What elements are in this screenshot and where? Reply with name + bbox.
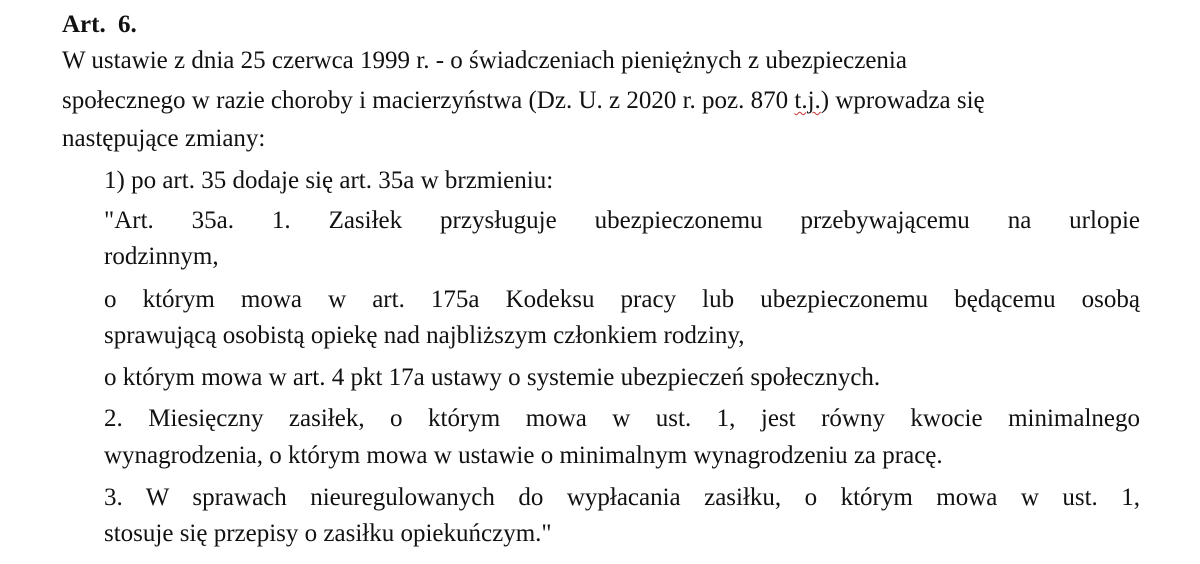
intro-line-2-start: społecznego w razie choroby i macierzyństwa (Dz. U. z 2020 r. poz. 870 — [62, 87, 795, 114]
art35a-ust1-line-2: rodzinnym, — [104, 243, 219, 270]
art35a-ust1-line-5: o którym mowa w art. 4 pkt 17a ustawy o systemie ubezpieczeń społecznych. — [104, 364, 881, 391]
art35a-ust1-line-3: o którym mowa w art. 175a Kodeksu pracy lub ubezpieczonemu będącemu osobą — [104, 286, 1140, 313]
intro-line-2-end: ) wprowadza się — [820, 87, 985, 114]
intro-line-3: następujące zmiany: — [62, 125, 266, 152]
article-heading: Art. 6. — [62, 11, 137, 38]
art35a-ust2-line-2: wynagrodzenia, o którym mowa w ustawie o minimalnym wynagrodzeniu za pracę. — [104, 442, 943, 469]
art35a-ust2-line-1: 2. Miesięczny zasiłek, o którym mowa w ust. 1, jest równy kwocie minimalnego — [104, 405, 1140, 432]
intro-line-2 — [62, 86, 985, 116]
art35a-ust3-line-1: 3. W sprawach nieuregulowanych do wypłacania zasiłku, o którym mowa w ust. 1, — [104, 484, 1140, 511]
spellcheck-flagged-word[interactable]: t.j. — [794, 87, 821, 114]
art35a-ust3-line-2: stosuje się przepisy o zasiłku opiekuńczym." — [104, 520, 552, 547]
art35a-ust1-line-1: "Art. 35a. 1. Zasiłek przysługuje ubezpieczonemu przebywającemu na urlopie — [104, 207, 1140, 234]
point-1-label: 1) po art. 35 dodaje się art. 35a w brzmieniu: — [104, 167, 554, 194]
intro-line-1: W ustawie z dnia 25 czerwca 1999 r. - o świadczeniach pieniężnych z ubezpieczenia — [62, 47, 907, 74]
art35a-ust1-line-4: sprawującą osobistą opiekę nad najbliższym członkiem rodziny, — [104, 322, 745, 349]
